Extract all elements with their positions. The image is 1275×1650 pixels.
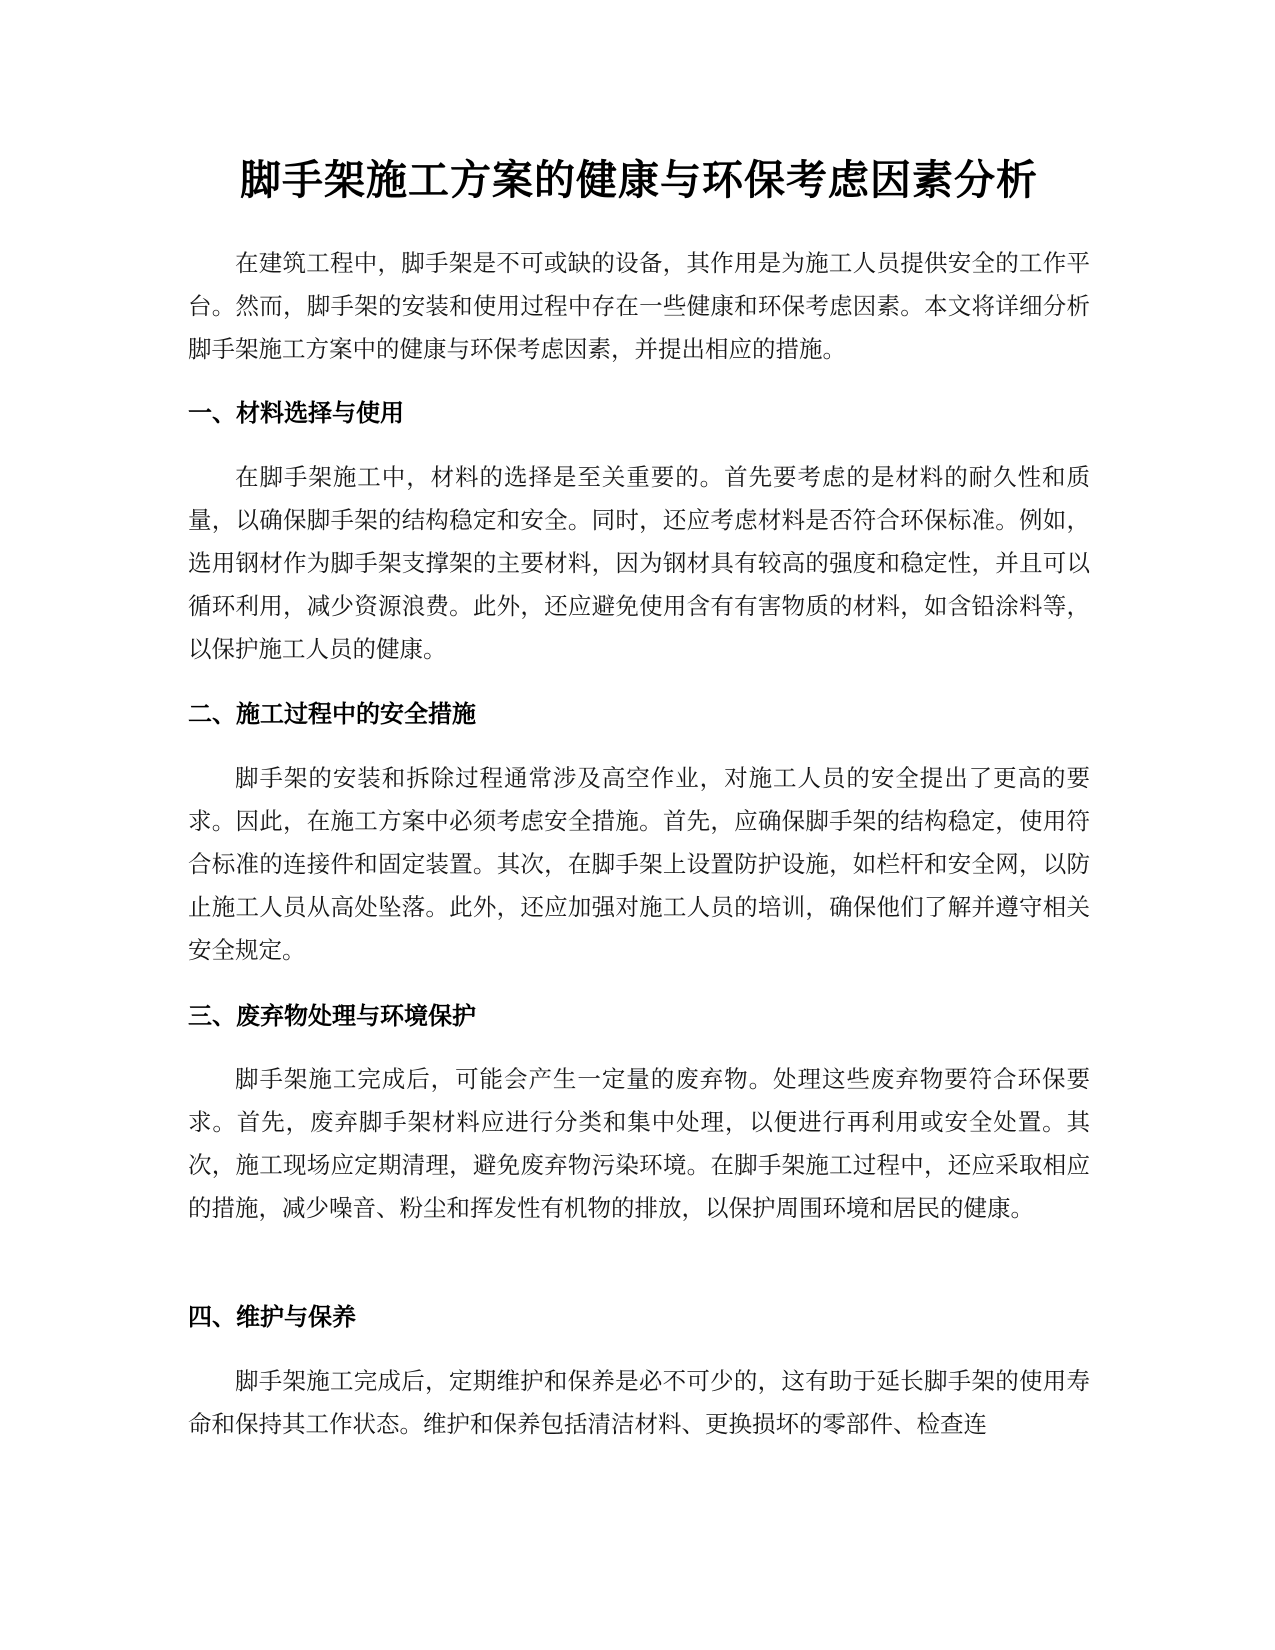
document-title: 脚手架施工方案的健康与环保考虑因素分析 [240, 156, 1038, 204]
section-heading-safety: 二、施工过程中的安全措施 [188, 700, 476, 728]
section-body-materials: 在脚手架施工中，材料的选择是至关重要的。首先要考虑的是材料的耐久性和质量，以确保脚手架的结构稳定和安全。同时，还应考虑材料是否符合环保标准。例如，选用钢材作为脚手架支撑架的主要材料，因为钢材具有较高的强度和稳定性，并且可以循环利用，减少资源浪费。此外，还应避免使用含有有害物质的材料，如含铅涂料等，以保护施工人员的健康。 [188, 463, 1090, 663]
section-heading-waste: 三、废弃物处理与环境保护 [188, 1002, 476, 1030]
section-heading-materials: 一、材料选择与使用 [188, 399, 404, 427]
section-body-maintenance: 脚手架施工完成后，定期维护和保养是必不可少的，这有助于延长脚手架的使用寿命和保持其工作状态。维护和保养包括清洁材料、更换损坏的零部件、检查连 [188, 1367, 1090, 1438]
intro-paragraph: 在建筑工程中，脚手架是不可或缺的设备，其作用是为施工人员提供安全的工作平台。然而，脚手架的安装和使用过程中存在一些健康和环保考虑因素。本文将详细分析脚手架施工方案中的健康与环保考虑因素，并提出相应的措施。 [188, 249, 1090, 363]
section-body-safety: 脚手架的安装和拆除过程通常涉及高空作业，对施工人员的安全提出了更高的要求。因此，在施工方案中必须考虑安全措施。首先，应确保脚手架的结构稳定，使用符合标准的连接件和固定装置。其次，在脚手架上设置防护设施，如栏杆和安全网，以防止施工人员从高处坠落。此外，还应加强对施工人员的培训，确保他们了解并遵守相关安全规定。 [188, 764, 1090, 964]
section-heading-maintenance: 四、维护与保养 [188, 1303, 356, 1331]
section-body-waste: 脚手架施工完成后，可能会产生一定量的废弃物。处理这些废弃物要符合环保要求。首先，废弃脚手架材料应进行分类和集中处理，以便进行再利用或安全处置。其次，施工现场应定期清理，避免废弃物污染环境。在脚手架施工过程中，还应采取相应的措施，减少噪音、粉尘和挥发性有机物的排放，以保护周围环境和居民的健康。 [188, 1065, 1090, 1222]
